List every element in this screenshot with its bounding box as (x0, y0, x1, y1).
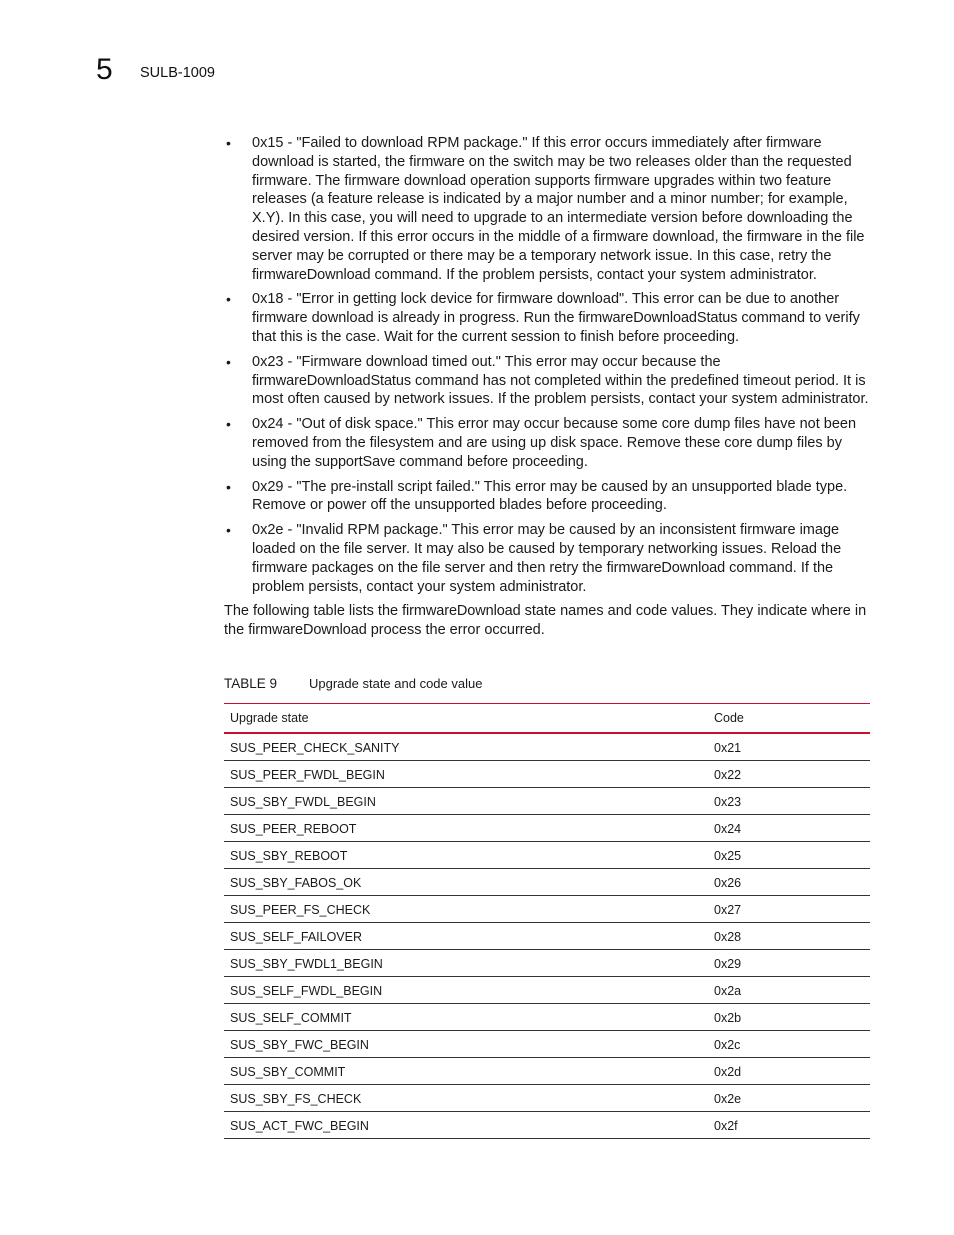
document-id: SULB-1009 (140, 65, 215, 81)
text-run: process the error occurred. (366, 622, 545, 639)
text-run: 0x15 - "Failed to download RPM package." If this error occurs immediately after firmware download is started, the firmware on the switch may be two releases older than the requested firmware. The firmware download operation supports firmware upgrades within two feature releases (a feature release is indicated by a major number and a minor number; for example, X.Y). In this case, you will need to upgrade to an intermediate version before downloading the desired version. If this error occurs in the middle of a firmware download, the firmware in the file server may be corrupted or there may be a temporary network issue. In this case, retry the (252, 135, 865, 264)
table-row (224, 1058, 870, 1085)
text-run: The following table lists the (224, 603, 403, 620)
code-cell: 0x2a (708, 977, 870, 1004)
text-run: 0x29 - "The pre-install script failed." This error may be caused by an unsupported blade type. Remove or power off the unsupported blades before proceeding. (252, 478, 848, 514)
code-cell: 0x26 (708, 869, 870, 896)
code-cell: 0x29 (708, 950, 870, 977)
upgrade-state-cell: SUS_SBY_COMMIT (224, 1058, 708, 1085)
table-intro-paragraph (224, 602, 870, 640)
column-header-code: Code (708, 704, 870, 734)
code-cell: 0x2f (708, 1112, 870, 1139)
table-row (224, 977, 870, 1004)
upgrade-state-cell: SUS_PEER_REBOOT (224, 815, 708, 842)
list-item (224, 134, 870, 284)
list-item (224, 415, 870, 471)
upgrade-state-cell: SUS_SBY_FWC_BEGIN (224, 1031, 708, 1058)
code-cell: 0x2b (708, 1004, 870, 1031)
command-name: firmwareDownload (402, 603, 521, 620)
table-body (224, 733, 870, 1139)
error-code-list (224, 134, 870, 596)
upgrade-state-cell: SUS_SELF_COMMIT (224, 1004, 708, 1031)
code-cell: 0x2e (708, 1085, 870, 1112)
code-cell: 0x23 (708, 788, 870, 815)
text-run: 0x2e - "Invalid RPM package." This error may be caused by an inconsistent firmware image loaded on the file server. It may also be caused by temporary networking issues. Reload the firmware packages on the file server and then retry the (252, 522, 842, 576)
bullet-icon: • (226, 522, 231, 539)
upgrade-state-cell: SUS_ACT_FWC_BEGIN (224, 1112, 708, 1139)
column-header-upgrade-state: Upgrade state (224, 704, 708, 734)
list-item (224, 353, 870, 409)
bullet-icon: • (226, 291, 231, 308)
command-name: firmwareDownload (606, 559, 726, 576)
table-row (224, 950, 870, 977)
list-item (224, 521, 870, 596)
bullet-icon: • (226, 353, 231, 370)
command-name: firmwareDownloadStatus (578, 310, 738, 327)
upgrade-state-cell: SUS_SELF_FAILOVER (224, 923, 708, 950)
list-item (224, 478, 870, 516)
upgrade-state-cell: SUS_PEER_FS_CHECK (224, 896, 708, 923)
code-cell: 0x28 (708, 923, 870, 950)
table-row (224, 815, 870, 842)
table-row (224, 1004, 870, 1031)
text-run: 0x18 - "Error in getting lock device for firmware download". This error can be due to another firmware download is already in progress. Run the (252, 291, 840, 327)
list-item (224, 290, 870, 346)
upgrade-state-cell: SUS_PEER_FWDL_BEGIN (224, 761, 708, 788)
code-cell: 0x2d (708, 1058, 870, 1085)
text-run: command has not completed within the predefined timeout period. It is most often caused by network issues. If the problem persists, contact your system administrator. (252, 372, 869, 408)
table-row (224, 896, 870, 923)
table-caption (224, 675, 870, 693)
upgrade-state-cell: SUS_SBY_FS_CHECK (224, 1085, 708, 1112)
table-row (224, 869, 870, 896)
command-name: supportSave (314, 453, 396, 470)
command-name: firmwareDownload (252, 266, 371, 283)
upgrade-state-cell: SUS_SBY_REBOOT (224, 842, 708, 869)
upgrade-state-cell: SUS_SBY_FABOS_OK (224, 869, 708, 896)
text-run: command. If the problem persists, contact your system administrator. (252, 559, 834, 595)
table-row (224, 788, 870, 815)
table-row (224, 733, 870, 761)
text-run: 0x24 - "Out of disk space." This error may occur because some core dump files have not been removed from the filesystem and are using up disk space. Remove these core dump files by using the (252, 416, 857, 470)
bullet-icon: • (226, 135, 231, 151)
code-cell: 0x22 (708, 761, 870, 788)
table-row (224, 1031, 870, 1058)
upgrade-state-cell: SUS_SBY_FWDL_BEGIN (224, 788, 708, 815)
command-name: firmwareDownload (248, 622, 367, 639)
bullet-icon: • (226, 478, 231, 495)
text-run: command. If the problem persists, contact your system administrator. (370, 266, 817, 283)
table-label: TABLE 9 (224, 676, 278, 691)
table-row (224, 842, 870, 869)
table-row (224, 1112, 870, 1139)
text-run: command before proceeding. (395, 453, 588, 470)
upgrade-state-cell: SUS_PEER_CHECK_SANITY (224, 733, 708, 761)
text-run: command to verify that this is the case. Wait for the current session to finish before proceeding. (252, 310, 860, 345)
table-header-row (224, 704, 870, 734)
upgrade-state-table (224, 703, 870, 1139)
table-row (224, 1085, 870, 1112)
page-content (224, 134, 870, 640)
chapter-number: 5 (96, 53, 113, 86)
code-cell: 0x25 (708, 842, 870, 869)
table-title: Upgrade state and code value (309, 676, 483, 691)
command-name: firmwareDownloadStatus (252, 372, 411, 389)
text-run: state names and code values. They indicate where in the (224, 603, 867, 639)
table-row (224, 761, 870, 788)
table-row (224, 923, 870, 950)
code-cell: 0x2c (708, 1031, 870, 1058)
code-cell: 0x24 (708, 815, 870, 842)
upgrade-state-cell: SUS_SELF_FWDL_BEGIN (224, 977, 708, 1004)
code-cell: 0x21 (708, 733, 870, 761)
text-run: 0x23 - "Firmware download timed out." This error may occur because the (252, 353, 721, 370)
upgrade-state-cell: SUS_SBY_FWDL1_BEGIN (224, 950, 708, 977)
code-cell: 0x27 (708, 896, 870, 923)
bullet-icon: • (226, 416, 231, 433)
